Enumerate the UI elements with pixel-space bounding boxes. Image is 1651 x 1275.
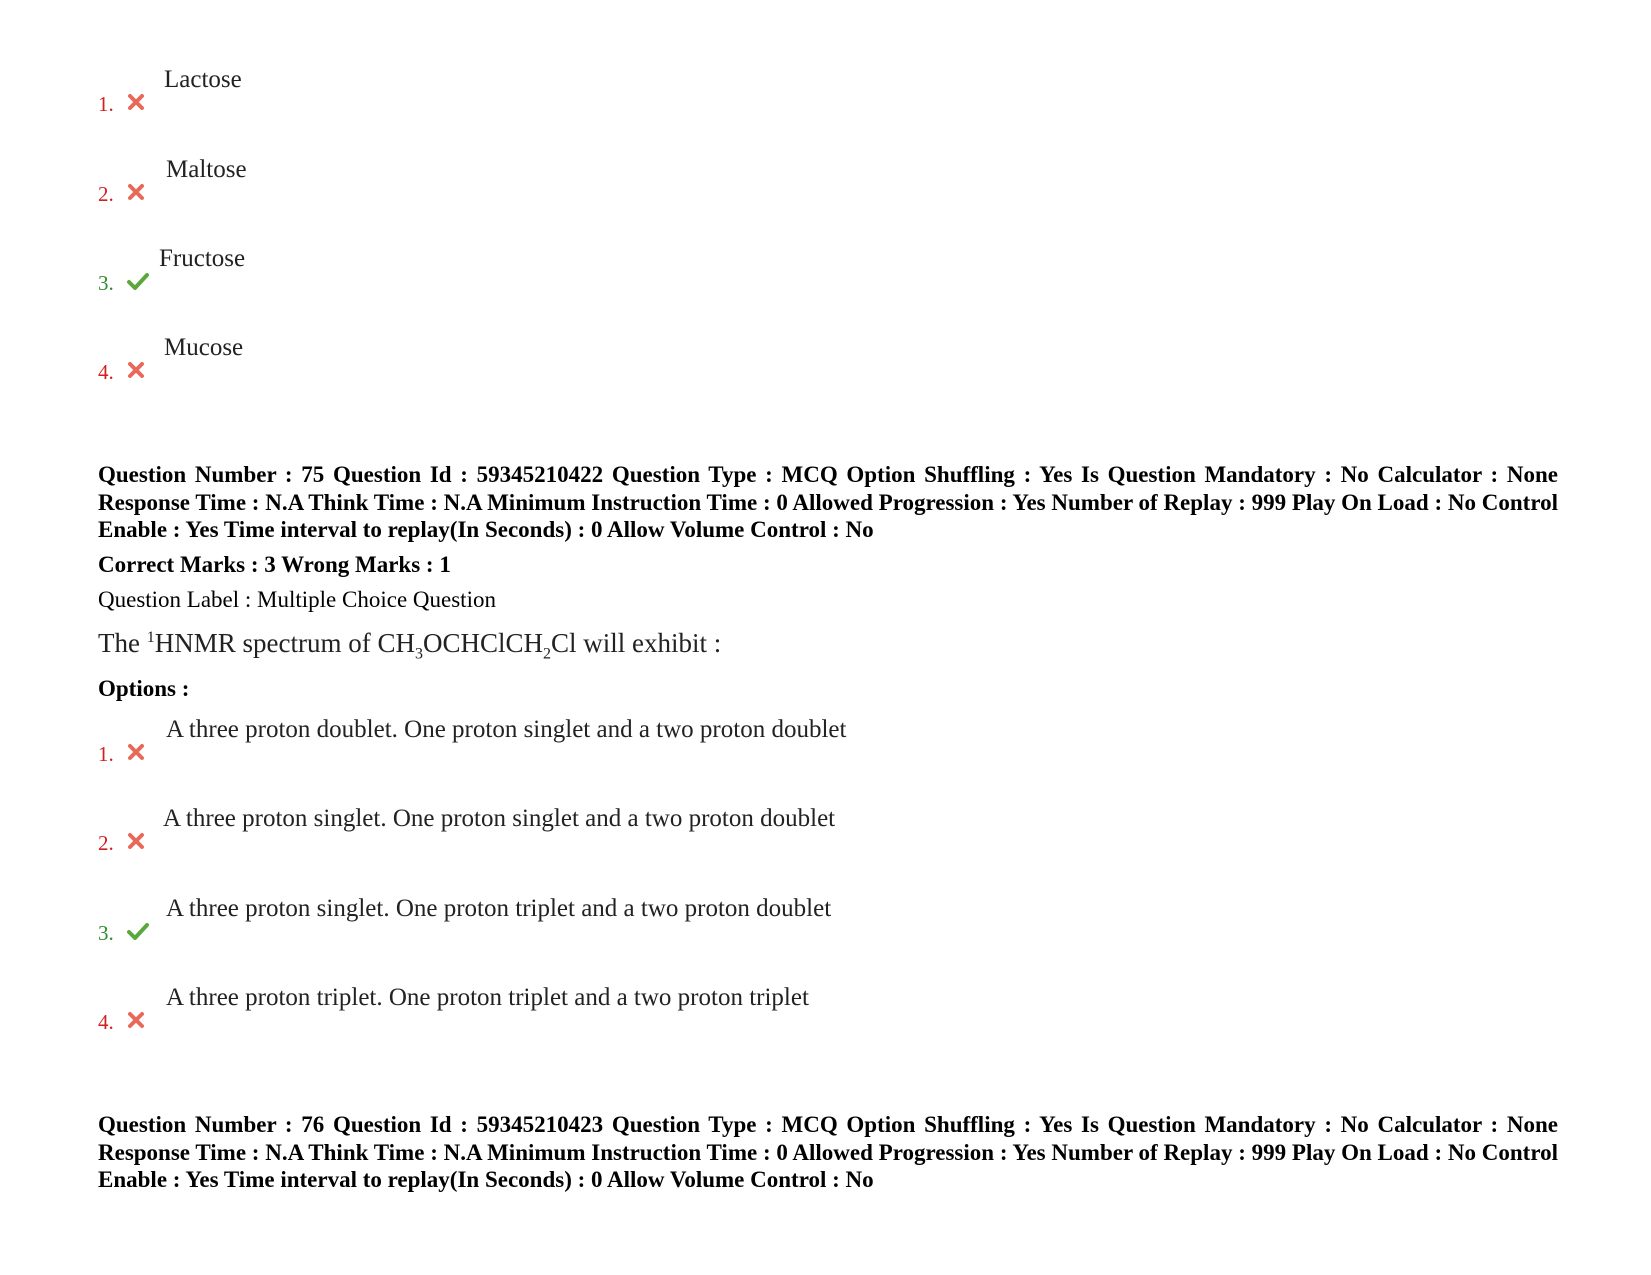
cross-icon xyxy=(126,360,146,380)
option-number: 3. xyxy=(98,921,114,945)
question-75-text: The $^1$HNMR spectrum of $CH_3OCHClCH_2Cl$ will exhibit : xyxy=(98,628,722,663)
option-number: 2. xyxy=(98,182,114,206)
cross-icon xyxy=(126,742,146,762)
cross-icon xyxy=(126,92,146,112)
option-text: Maltose xyxy=(166,156,247,183)
option-number: 2. xyxy=(98,831,114,855)
question-75-meta: Question Number : 75 Question Id : 59345210422 Question Type : MCQ Option Shuffling : Yes Is Question Mandatory : No Calculator : None Response Time : N.A Think Time : N.A Minimum Instruction Time : 0 Allowed Progression : Yes Number of Replay : 999 Play On Load : No Control Enable : Yes Time interval to replay(In Seconds) : 0 Allow Volume Control : No xyxy=(98,462,1558,542)
option-text: A three proton doublet. One proton singlet and a two proton doublet xyxy=(166,716,847,743)
option-text: A three proton triplet. One proton triplet and a two proton triplet xyxy=(166,984,809,1011)
option-number: 1. xyxy=(98,92,114,116)
options-heading: Options : xyxy=(98,676,190,701)
option-text: Fructose xyxy=(159,245,246,272)
option-text: A three proton singlet. One proton singlet and a two proton doublet xyxy=(163,805,836,832)
cross-icon xyxy=(126,182,146,202)
question-76-meta: Question Number : 76 Question Id : 59345210423 Question Type : MCQ Option Shuffling : Yes Is Question Mandatory : No Calculator : None Response Time : N.A Think Time : N.A Minimum Instruction Time : 0 Allowed Progression : Yes Number of Replay : 999 Play On Load : No Control Enable : Yes Time interval to replay(In Seconds) : 0 Allow Volume Control : No xyxy=(98,1112,1558,1192)
option-text: Lactose xyxy=(164,66,242,93)
option-text: Mucose xyxy=(164,334,244,361)
question-75-marks: Correct Marks : 3 Wrong Marks : 1 xyxy=(98,552,451,577)
option-text: A three proton singlet. One proton triplet and a two proton doublet xyxy=(166,895,832,922)
check-icon xyxy=(126,271,150,291)
cross-icon xyxy=(126,831,146,851)
option-number: 4. xyxy=(98,1010,114,1034)
question-75-label: Question Label : Multiple Choice Question xyxy=(98,587,496,612)
cross-icon xyxy=(126,1010,146,1030)
option-number: 4. xyxy=(98,360,114,384)
option-number: 3. xyxy=(98,271,114,295)
check-icon xyxy=(126,921,150,941)
option-number: 1. xyxy=(98,742,114,766)
